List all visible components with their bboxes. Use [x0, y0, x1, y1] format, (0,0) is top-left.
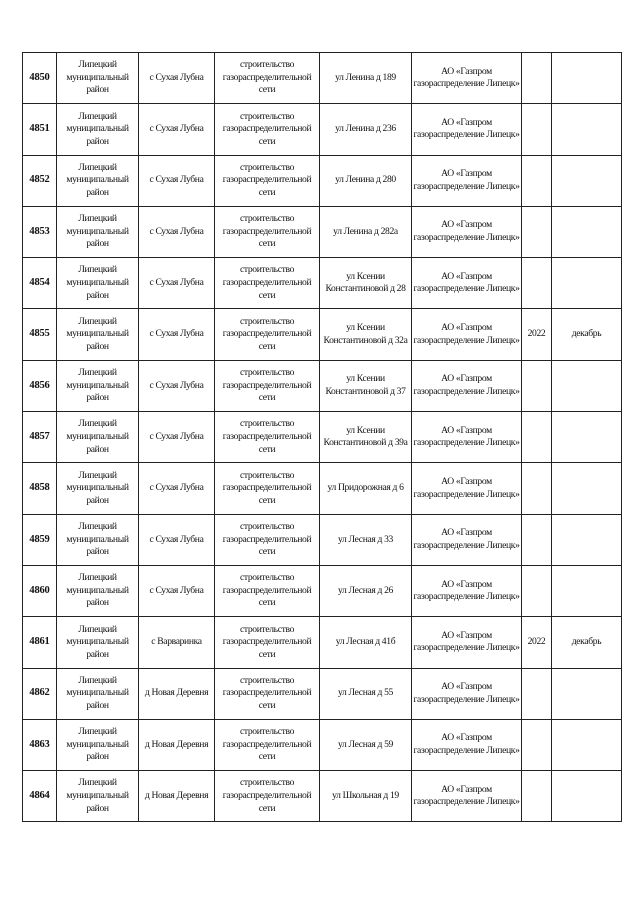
table-row	[23, 206, 622, 257]
month-cell	[552, 360, 622, 411]
month-cell	[552, 771, 622, 822]
settlement-cell: с Сухая Лубна	[139, 53, 215, 104]
table-body	[23, 53, 622, 822]
year-cell	[522, 565, 552, 616]
table-row	[23, 53, 622, 104]
district-cell: Липецкий муниципальный район	[57, 771, 139, 822]
district-cell: Липецкий муниципальный район	[57, 617, 139, 668]
district-cell: Липецкий муниципальный район	[57, 155, 139, 206]
settlement-cell: д Новая Деревня	[139, 771, 215, 822]
table-row	[23, 258, 622, 309]
year-cell	[522, 104, 552, 155]
table-row	[23, 412, 622, 463]
year-cell	[522, 412, 552, 463]
settlement-cell: с Варваринка	[139, 617, 215, 668]
address-cell: ул Ленина д 189	[320, 53, 412, 104]
district-cell: Липецкий муниципальный район	[57, 463, 139, 514]
work-type-cell: строительство газораспределительной сети	[215, 771, 320, 822]
address-cell: ул Школьная д 19	[320, 771, 412, 822]
work-type-cell: строительство газораспределительной сети	[215, 206, 320, 257]
row-number: 4860	[23, 565, 57, 616]
table-row	[23, 771, 622, 822]
table-row	[23, 617, 622, 668]
organization-cell: АО «Газпром газораспределение Липецк»	[412, 206, 522, 257]
settlement-cell: с Сухая Лубна	[139, 463, 215, 514]
month-cell	[552, 668, 622, 719]
work-type-cell: строительство газораспределительной сети	[215, 617, 320, 668]
row-number: 4859	[23, 514, 57, 565]
settlement-cell: с Сухая Лубна	[139, 360, 215, 411]
table-row	[23, 565, 622, 616]
district-cell: Липецкий муниципальный район	[57, 206, 139, 257]
row-number: 4861	[23, 617, 57, 668]
settlement-cell: с Сухая Лубна	[139, 309, 215, 360]
year-cell: 2022	[522, 617, 552, 668]
address-cell: ул Ленина д 236	[320, 104, 412, 155]
settlement-cell: с Сухая Лубна	[139, 258, 215, 309]
organization-cell: АО «Газпром газораспределение Липецк»	[412, 565, 522, 616]
work-type-cell: строительство газораспределительной сети	[215, 565, 320, 616]
work-type-cell: строительство газораспределительной сети	[215, 668, 320, 719]
row-number: 4851	[23, 104, 57, 155]
settlement-cell: с Сухая Лубна	[139, 206, 215, 257]
year-cell	[522, 206, 552, 257]
year-cell	[522, 258, 552, 309]
district-cell: Липецкий муниципальный район	[57, 360, 139, 411]
month-cell	[552, 719, 622, 770]
table-row	[23, 155, 622, 206]
year-cell	[522, 463, 552, 514]
work-type-cell: строительство газораспределительной сети	[215, 258, 320, 309]
settlement-cell: с Сухая Лубна	[139, 104, 215, 155]
year-cell	[522, 514, 552, 565]
organization-cell: АО «Газпром газораспределение Липецк»	[412, 155, 522, 206]
settlement-cell: с Сухая Лубна	[139, 565, 215, 616]
table-row	[23, 104, 622, 155]
year-cell	[522, 53, 552, 104]
organization-cell: АО «Газпром газораспределение Липецк»	[412, 463, 522, 514]
work-type-cell: строительство газораспределительной сети	[215, 360, 320, 411]
year-cell	[522, 668, 552, 719]
organization-cell: АО «Газпром газораспределение Липецк»	[412, 719, 522, 770]
month-cell	[552, 206, 622, 257]
work-type-cell: строительство газораспределительной сети	[215, 53, 320, 104]
address-cell: ул Лесная д 59	[320, 719, 412, 770]
row-number: 4864	[23, 771, 57, 822]
work-type-cell: строительство газораспределительной сети	[215, 719, 320, 770]
row-number: 4850	[23, 53, 57, 104]
organization-cell: АО «Газпром газораспределение Липецк»	[412, 771, 522, 822]
year-cell	[522, 771, 552, 822]
settlement-cell: с Сухая Лубна	[139, 514, 215, 565]
organization-cell: АО «Газпром газораспределение Липецк»	[412, 617, 522, 668]
row-number: 4854	[23, 258, 57, 309]
table-row	[23, 309, 622, 360]
address-cell: ул Ксении Константиновой д 28	[320, 258, 412, 309]
year-cell	[522, 360, 552, 411]
district-cell: Липецкий муниципальный район	[57, 565, 139, 616]
organization-cell: АО «Газпром газораспределение Липецк»	[412, 360, 522, 411]
table-row	[23, 719, 622, 770]
address-cell: ул Ксении Константиновой д 32а	[320, 309, 412, 360]
month-cell	[552, 104, 622, 155]
month-cell	[552, 412, 622, 463]
work-type-cell: строительство газораспределительной сети	[215, 155, 320, 206]
work-type-cell: строительство газораспределительной сети	[215, 104, 320, 155]
work-type-cell: строительство газораспределительной сети	[215, 309, 320, 360]
month-cell	[552, 155, 622, 206]
district-cell: Липецкий муниципальный район	[57, 719, 139, 770]
address-cell: ул Лесная д 41б	[320, 617, 412, 668]
month-cell	[552, 258, 622, 309]
month-cell	[552, 53, 622, 104]
row-number: 4856	[23, 360, 57, 411]
month-cell	[552, 463, 622, 514]
district-cell: Липецкий муниципальный район	[57, 668, 139, 719]
year-cell	[522, 155, 552, 206]
district-cell: Липецкий муниципальный район	[57, 104, 139, 155]
organization-cell: АО «Газпром газораспределение Липецк»	[412, 53, 522, 104]
organization-cell: АО «Газпром газораспределение Липецк»	[412, 668, 522, 719]
row-number: 4853	[23, 206, 57, 257]
year-cell: 2022	[522, 309, 552, 360]
row-number: 4862	[23, 668, 57, 719]
table-row	[23, 668, 622, 719]
work-type-cell: строительство газораспределительной сети	[215, 412, 320, 463]
district-cell: Липецкий муниципальный район	[57, 412, 139, 463]
row-number: 4857	[23, 412, 57, 463]
month-cell	[552, 514, 622, 565]
work-type-cell: строительство газораспределительной сети	[215, 514, 320, 565]
gasification-table	[22, 52, 622, 822]
organization-cell: АО «Газпром газораспределение Липецк»	[412, 514, 522, 565]
address-cell: ул Лесная д 33	[320, 514, 412, 565]
document-page	[22, 52, 621, 822]
month-cell: декабрь	[552, 309, 622, 360]
address-cell: ул Ленина д 282а	[320, 206, 412, 257]
table-row	[23, 360, 622, 411]
settlement-cell: д Новая Деревня	[139, 719, 215, 770]
district-cell: Липецкий муниципальный район	[57, 53, 139, 104]
work-type-cell: строительство газораспределительной сети	[215, 463, 320, 514]
month-cell: декабрь	[552, 617, 622, 668]
month-cell	[552, 565, 622, 616]
district-cell: Липецкий муниципальный район	[57, 258, 139, 309]
district-cell: Липецкий муниципальный район	[57, 309, 139, 360]
settlement-cell: с Сухая Лубна	[139, 412, 215, 463]
year-cell	[522, 719, 552, 770]
row-number: 4855	[23, 309, 57, 360]
table-row	[23, 514, 622, 565]
address-cell: ул Лесная д 26	[320, 565, 412, 616]
organization-cell: АО «Газпром газораспределение Липецк»	[412, 258, 522, 309]
row-number: 4852	[23, 155, 57, 206]
settlement-cell: д Новая Деревня	[139, 668, 215, 719]
address-cell: ул Лесная д 55	[320, 668, 412, 719]
organization-cell: АО «Газпром газораспределение Липецк»	[412, 104, 522, 155]
organization-cell: АО «Газпром газораспределение Липецк»	[412, 412, 522, 463]
address-cell: ул Ксении Константиновой д 37	[320, 360, 412, 411]
row-number: 4858	[23, 463, 57, 514]
settlement-cell: с Сухая Лубна	[139, 155, 215, 206]
address-cell: ул Придорожная д 6	[320, 463, 412, 514]
organization-cell: АО «Газпром газораспределение Липецк»	[412, 309, 522, 360]
row-number: 4863	[23, 719, 57, 770]
table-row	[23, 463, 622, 514]
address-cell: ул Ксении Константиновой д 39а	[320, 412, 412, 463]
address-cell: ул Ленина д 280	[320, 155, 412, 206]
district-cell: Липецкий муниципальный район	[57, 514, 139, 565]
